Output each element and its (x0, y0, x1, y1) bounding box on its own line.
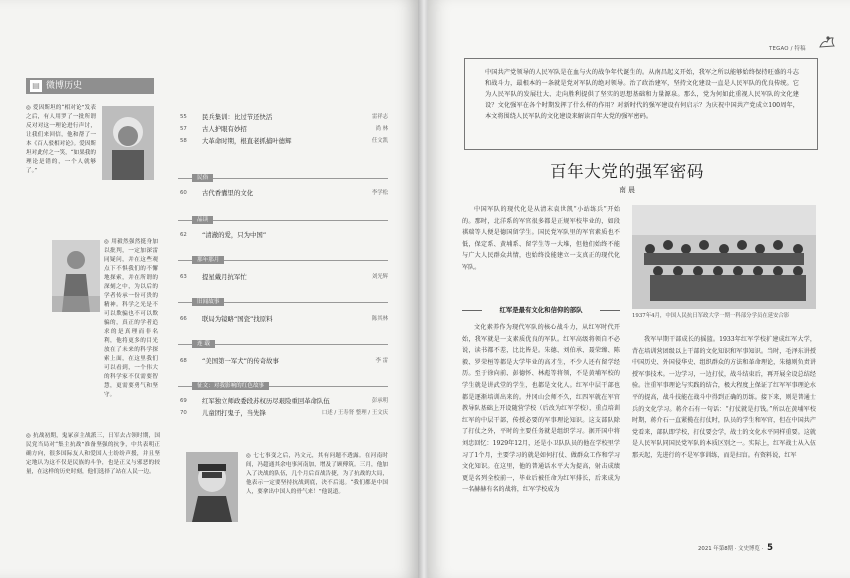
toc-title: 大革命时期，根直老抓捕叶德辉 (202, 137, 292, 145)
toc-author: 雷祥志 (371, 114, 388, 120)
footer-text: 2021 年第8期 · 文史博览 · (698, 546, 764, 552)
article-title: 百年大党的强军密码 (550, 162, 704, 181)
toc-author: 刘光辉 (371, 274, 388, 280)
intro-text: 中国共产党领导的人民军队是在血与火的战争年代诞生的。从南昌起义开始，我军之所以能够始终保持旺盛的斗志和战斗力，最根本的一条就是党对军队的绝对领导。治了政治建军，坚持文化建设一直是人民军队的优良传统。它为人民军队的发展壮大、走向胜利提供了坚实的思想基础和力量源泉。那么，党为何如此重视人民军队的文化建设？文化强军在各个时期发挥了什么样的作用？对新时代的强军建设有何启示？为庆祝中国共产党成立100周年，本文将围绕人民军队的文化建设来解读百年大党的强军密码。 (485, 69, 799, 120)
toc-page-number: 63 (180, 274, 187, 280)
subheading-rule (600, 310, 620, 311)
toc-title: “清澈的爱，只为中国” (202, 231, 267, 239)
toc-title: 民兵集训：比过节还快活 (202, 113, 273, 121)
toc-item[interactable] (178, 124, 388, 134)
toc-category-label: 征文：对我影响的红色故事 (192, 382, 269, 390)
toc-item[interactable] (178, 396, 388, 406)
toc-page-number: 60 (180, 190, 187, 196)
subheading-rule (462, 310, 482, 311)
toc-category (178, 380, 388, 392)
left-page (0, 0, 418, 578)
section-tab (26, 78, 154, 94)
soldiers-group-photo-image (632, 205, 816, 309)
intro-box (464, 58, 818, 150)
toc-item[interactable] (178, 136, 388, 146)
toc-category (178, 172, 388, 184)
rider-emblem-icon (818, 34, 836, 50)
toc-title: 儿童团打鬼子，当先锋 (202, 409, 266, 417)
toc-author: 李学松 (371, 190, 388, 196)
toc-category (178, 338, 388, 350)
right-page (428, 0, 850, 578)
toc-category-label: 连 载 (192, 340, 215, 348)
toc-page-number: 58 (180, 138, 187, 144)
sidebar-note: ◎ 用毅然强然挺身加以批判，一定加深雷同疑问，并在这些观点下不惧我们的不懈地探索，并在所谓的深刻之中，为以后的学者传承一份可贵的精神。科学之光是不可以欺骗也不可以欺骗的，真正的学者追求的是真理而非名利，他将更多的目光放在了未来的科学探索上面，在这里我们可以看到，一个伟大的科学家不仅需要智慧，更需要勇气和坚守。 (104, 239, 158, 398)
toc-title: 红军独立师政委段苏权历尽艰险重回革命队伍 (202, 397, 330, 405)
einstein-photo-image (102, 106, 154, 180)
toc-author: 李 雷 (375, 358, 388, 364)
toc-page-number: 69 (180, 398, 187, 404)
magazine-icon: ▤ (30, 80, 42, 92)
section-tab-label: 微博历史 (46, 81, 83, 91)
article-paragraph: 文化素养作为现代军队的核心战斗力，从红军时代开始，我军就是一支素质优良的军队。红军高级将领自不必说，读书都不差，比比皆是。朱德、刘伯承、聂荣臻、陈毅、罗荣桓等都是大学毕业的高才生，不少人还有留学经历。至于徐向前、彭德怀、林彪等将领，不是黄埔军校的学生就是讲武堂的学生，也都是文化人。红军中层干部也都是逐渐培训出来的。井冈山会师不久，红四军就在军官教导队基础上开设随营学校（后改为红军学校），重点培训红军的中层干部，传授必要的军事理论知识。这支部队除了打仗之外，平时的主要任务就是组织学习。据开国中将刘忠回忆：1929年12月，还是小卫队队员的他在学校里学习了1个月，主要学习的就是如何打仗、做群众工作和学习文化知识。在这里，他的普通话水平大为提高，射击成绩更是名列全校前一，毕业后被任命为红军排长，后来成为一名赫赫有名的战将，红军学校成为 (462, 324, 620, 494)
toc-author: 任文凯 (371, 138, 388, 144)
toc-item[interactable] (178, 112, 388, 122)
toc-category (178, 254, 388, 266)
toc-category-label: 旧闻故事 (192, 298, 224, 306)
page-footer (698, 542, 773, 552)
toc-category (178, 214, 388, 226)
toc-item[interactable] (178, 272, 388, 282)
toc-author: 陈其林 (371, 316, 388, 322)
toc-author: 尚 林 (375, 126, 388, 132)
toc-item[interactable] (178, 230, 388, 240)
toc-page-number: 55 (180, 114, 187, 120)
scholar-photo-image (52, 240, 100, 312)
book-gutter (418, 0, 428, 578)
sidebar-note: ◎ 抗战初期，鬼冢彦主战派三，日军去占领时期，国民党当局对“集主抗战”准备坚强的抗争，中共表明正确方向，很多国际友人和爱国人士纷纷声援，并且坚定地认为这不仅是民族的斗争，也是正义与邪恶的较量，在这样的历史时刻，他们选择了站在人民一边。 (26, 433, 160, 475)
toc-title: 提星戴月抗军忙 (202, 273, 247, 281)
toc-author: 口述 / 王寿肾 整理 / 王文庆 (321, 410, 388, 416)
toc-item[interactable] (178, 356, 388, 366)
page-number: 5 (767, 542, 773, 552)
toc-item[interactable] (178, 188, 388, 198)
sidebar-note: ◎ 七七事变之后，冯文元，其有问题不透露。在河南时间，冯超通其余电事河南加，增及了顾傅筑。三月，他加入了决战的队伍，几个月后首战告捷，为了抗战的大局，他表示一定要坚持抗战到底，决不后退。“我们都是中国人，要拿出中国人的骨气来！”他说道。 (246, 453, 388, 495)
toc-title: 古代香囊里的文化 (202, 189, 254, 197)
toc-title: “美国第一军犬”的传奇故事 (202, 357, 279, 365)
article-subheading-text: 红军是最有文化和信仰的部队 (499, 306, 583, 314)
toc-page-number: 70 (180, 410, 187, 416)
toc-title: 联局为镜略“国瓷”找原料 (202, 315, 273, 323)
sidebar-note: ◎ 爱因斯坦的“相对论”发表之后，有人用罗了一批所谓反对对这一理论进行声讨，让我们来回信，他和帮了一本《百人驳相对论》。爱因斯坦对此付之一笑，“如果我的理论是错的，一个人就够了。” (26, 105, 96, 174)
toc-item[interactable] (178, 314, 388, 324)
toc-page-number: 66 (180, 316, 187, 322)
toc-page-number: 57 (180, 126, 187, 132)
toc-category-label: 民俗 (192, 174, 213, 182)
article-paragraph: 我军早期干部成长的摇篮。1933年红军学校扩建成红军大学，背在培训营团级以上干部的文化知识和军事知识。当时，毛泽东讲授中国历史、外国侵华史、组织群众的方法和革命理论，朱德则负责讲授军事技术。一边学习，一边打仗，战斗结束后，再开展全设总结经验。注重军事理论与实践的结合，极大程度上保证了红军军事理论水平的提高，战斗技能在战斗中得到正确的历练。接下来，则是普通士兵的文化学习。蒋介石有一句话：“打仗就是打钱。”所以在黄埔军校时期，蒋介石一直紧揽在打仗时，队员的学生和军官，但在中国共产党看来，部队即学校，打仗要会学，战士的文化水平同样重要。这就是人民军队同国民党军队的本质区别之一。实际上，红军战士从入伍那天起，先进行的不是军事训练，而是扫盲。有资料说，红军 (632, 336, 816, 459)
portrait-photo-image (186, 452, 238, 522)
toc-category (178, 296, 388, 308)
toc-item[interactable] (178, 408, 388, 418)
toc-category-label: 那年那月 (192, 256, 224, 264)
article-author: 南 晨 (619, 186, 635, 194)
toc-category-label: 品读 (192, 216, 213, 224)
photo-caption: 1937年4月，中国人民抗日军政大学一期一科部分学员在延安合影 (632, 313, 790, 319)
toc-page-number: 62 (180, 232, 187, 238)
article-paragraph: 中国军队的现代化是从清末袁世凯“小站练兵”开始的。那时，北洋系的军官很多都是正规军校毕业的，如段祺瑞等人便是德国留学生。国民党军队里的军官素质也不低，保定系、黄埔系、留学生等一大堆，但他们始终不能与广大人民群众共情，也始终没能建立一支真正的现代化军队。 (462, 206, 620, 271)
section-header-tag: TEGAO / 特稿 (769, 46, 806, 52)
toc-title: 古人护眼有妙招 (202, 125, 247, 133)
toc-author: 彭承明 (371, 398, 388, 404)
toc-page-number: 68 (180, 358, 187, 364)
article-subheading (462, 304, 620, 316)
